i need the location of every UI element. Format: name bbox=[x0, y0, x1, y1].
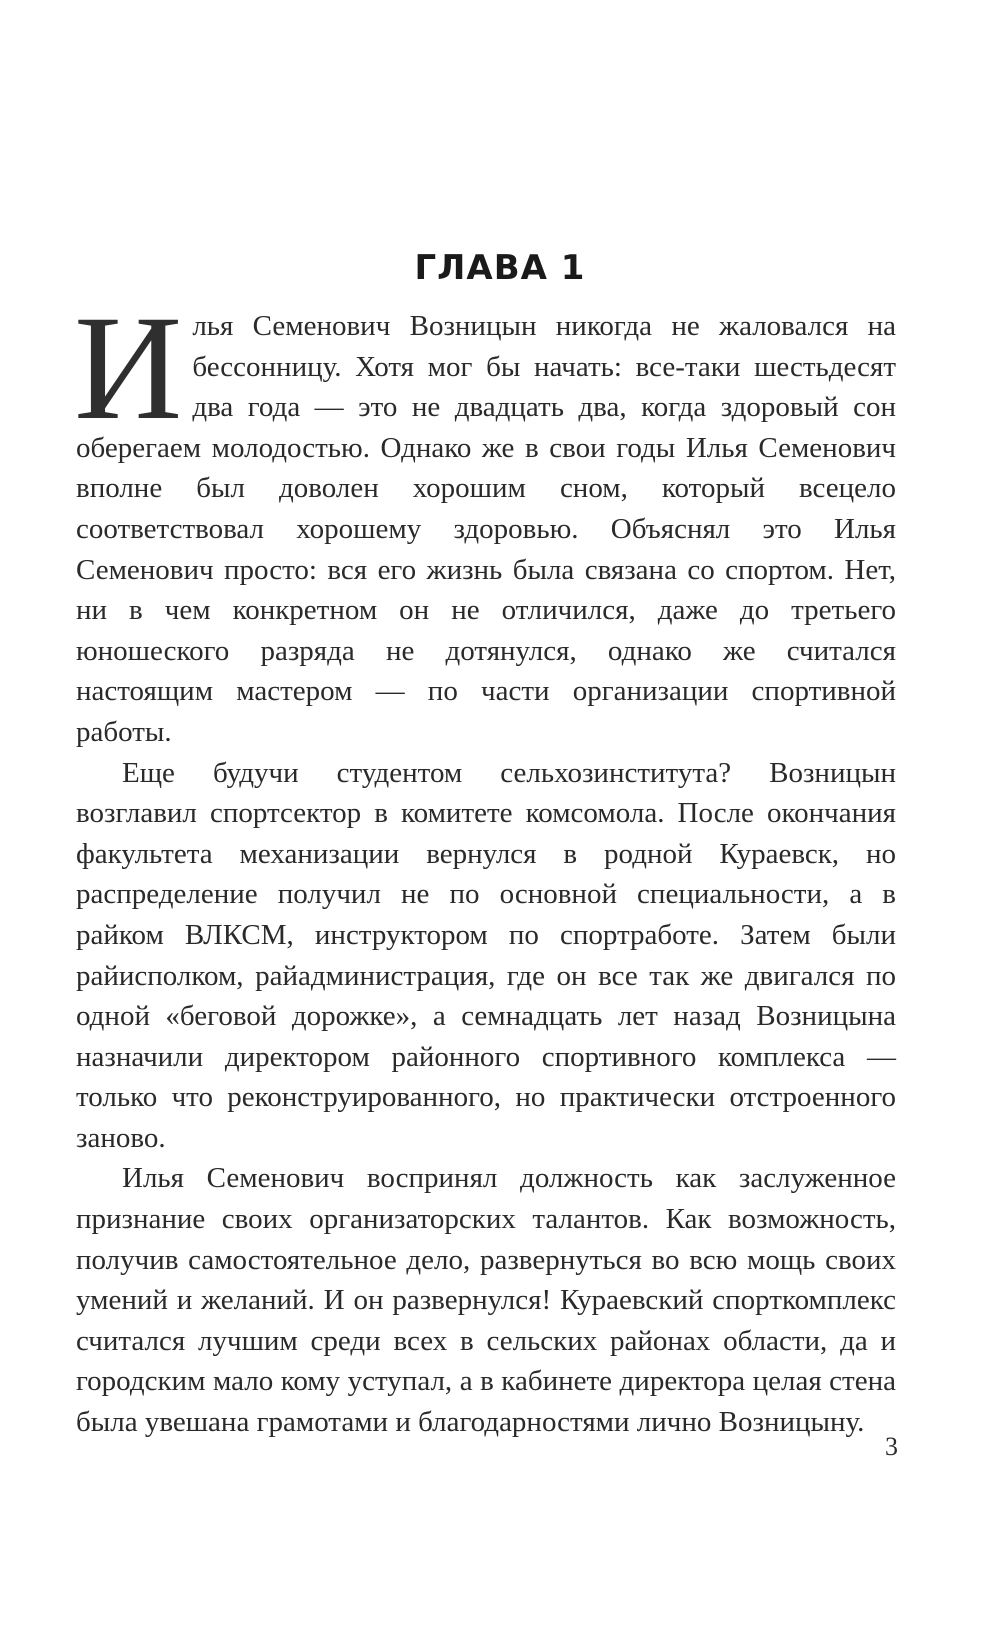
chapter-title: ГЛАВА 1 bbox=[414, 248, 586, 288]
paragraph-1-text: лья Семенович Возницын никогда не жаловался на бессонницу. Хотя мог бы начать: все-таки шестьдесят два года — это не двадцать два, когда здоровый сон оберегаем молодостью. Однако же в свои годы Илья Семенович вполне был доволен хорошим сном, который всецело соответствовал хорошему здоровью. Объяснял это Илья Семенович просто: вся его жизнь была связана со спортом. Нет, ни в чем конкретном он не отличился, даже до третьего юношеского разряда не дотянулся, однако же считался настоящим мастером — по части организации спортивной работы. bbox=[76, 310, 896, 748]
paragraph-2: Еще будучи студентом сельхозинститута? Возницын возглавил спортсектор в комитете комсомола. После окончания факультета механизации вернулся в родной Кураевск, но распределение получил не по основной специальности, а в райком ВЛКСМ, инструктором по спортработе. Затем были райисполком, райадминистрация, где он все так же двигался по одной «беговой дорожке», а семнадцать лет назад Возницына назначили директором районного спортивного комплекса — только что реконструированного, но практически отстроенного заново. bbox=[76, 756, 896, 1154]
paragraph-1 bbox=[74, 285, 896, 753]
paragraph-3: Илья Семенович воспринял должность как заслуженное признание своих организаторских талантов. Как возможность, получив самостоятельное дело, развернуться во всю мощь своих умений и желаний. И он развернулся! Кураевский спорткомплекс считался лучшим среди всех в сельских районах области, да и городским мало кому уступал, а в кабинете директора целая стена была увешана грамотами и благодарностями лично Возницыну. bbox=[76, 1162, 896, 1439]
drop-cap-letter: И bbox=[74, 285, 183, 451]
chapter-body bbox=[74, 285, 896, 1443]
page-number: 3 bbox=[885, 1432, 898, 1461]
